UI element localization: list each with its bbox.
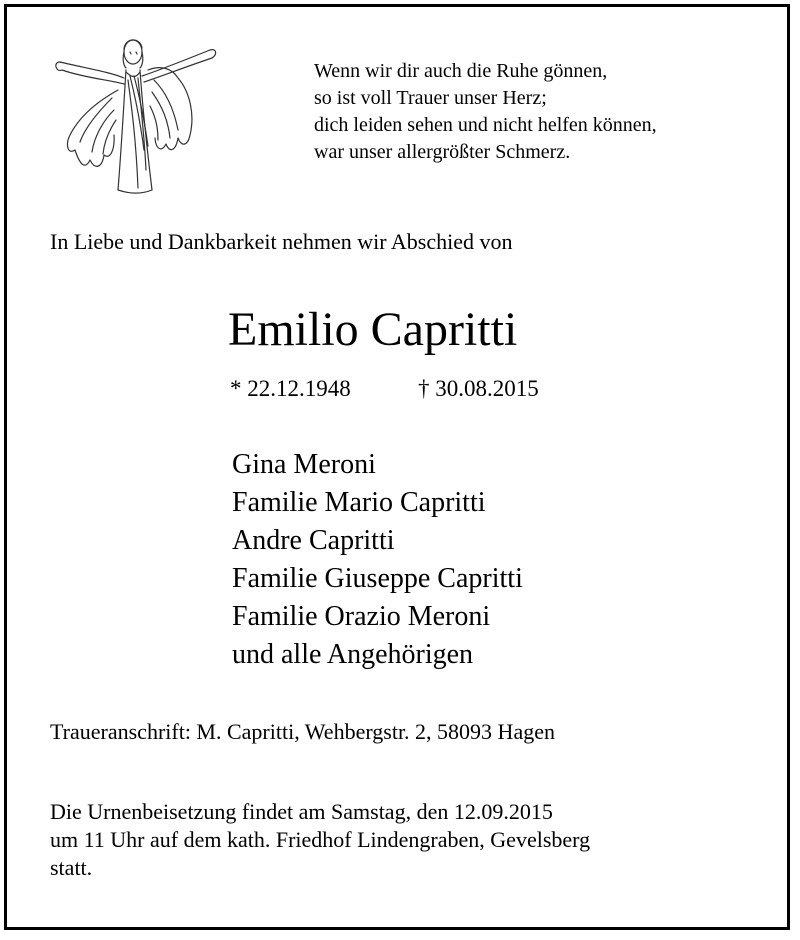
mourner-item: Andre Capritti [232,525,395,556]
condolence-address: Traueranschrift: M. Capritti, Wehbergstr. 2, 58093 Hagen [50,719,555,744]
poem-line: so ist voll Trauer unser Herz; [314,87,547,109]
death-date: † 30.08.2015 [418,376,539,401]
burial-line: statt. [50,855,93,880]
mourner-item: und alle Angehörigen [232,639,474,670]
birth-date: * 22.12.1948 [230,376,351,401]
poem-line: war unser allergrößter Schmerz. [314,141,571,163]
intro-text: In Liebe und Dankbarkeit nehmen wir Abschied von [50,229,513,254]
angel-icon [40,20,230,210]
mourner-item: Familie Giuseppe Capritti [232,563,523,594]
deceased-name: Emilio Capritti [228,303,518,356]
mourner-item: Familie Orazio Meroni [232,601,491,632]
burial-line: um 11 Uhr auf dem kath. Friedhof Lindengraben, Gevelsberg [50,827,591,852]
poem-line: dich leiden sehen und nicht helfen können, [314,114,657,136]
burial-notice [50,798,590,882]
poem-line: Wenn wir dir auch die Ruhe gönnen, [314,60,608,82]
burial-line: Die Urnenbeisetzung findet am Samstag, den 12.09.2015 [50,799,553,824]
mourners-list [232,446,523,674]
poem-block [314,58,657,166]
mourner-item: Gina Meroni [232,449,376,480]
mourner-item: Familie Mario Capritti [232,487,486,518]
